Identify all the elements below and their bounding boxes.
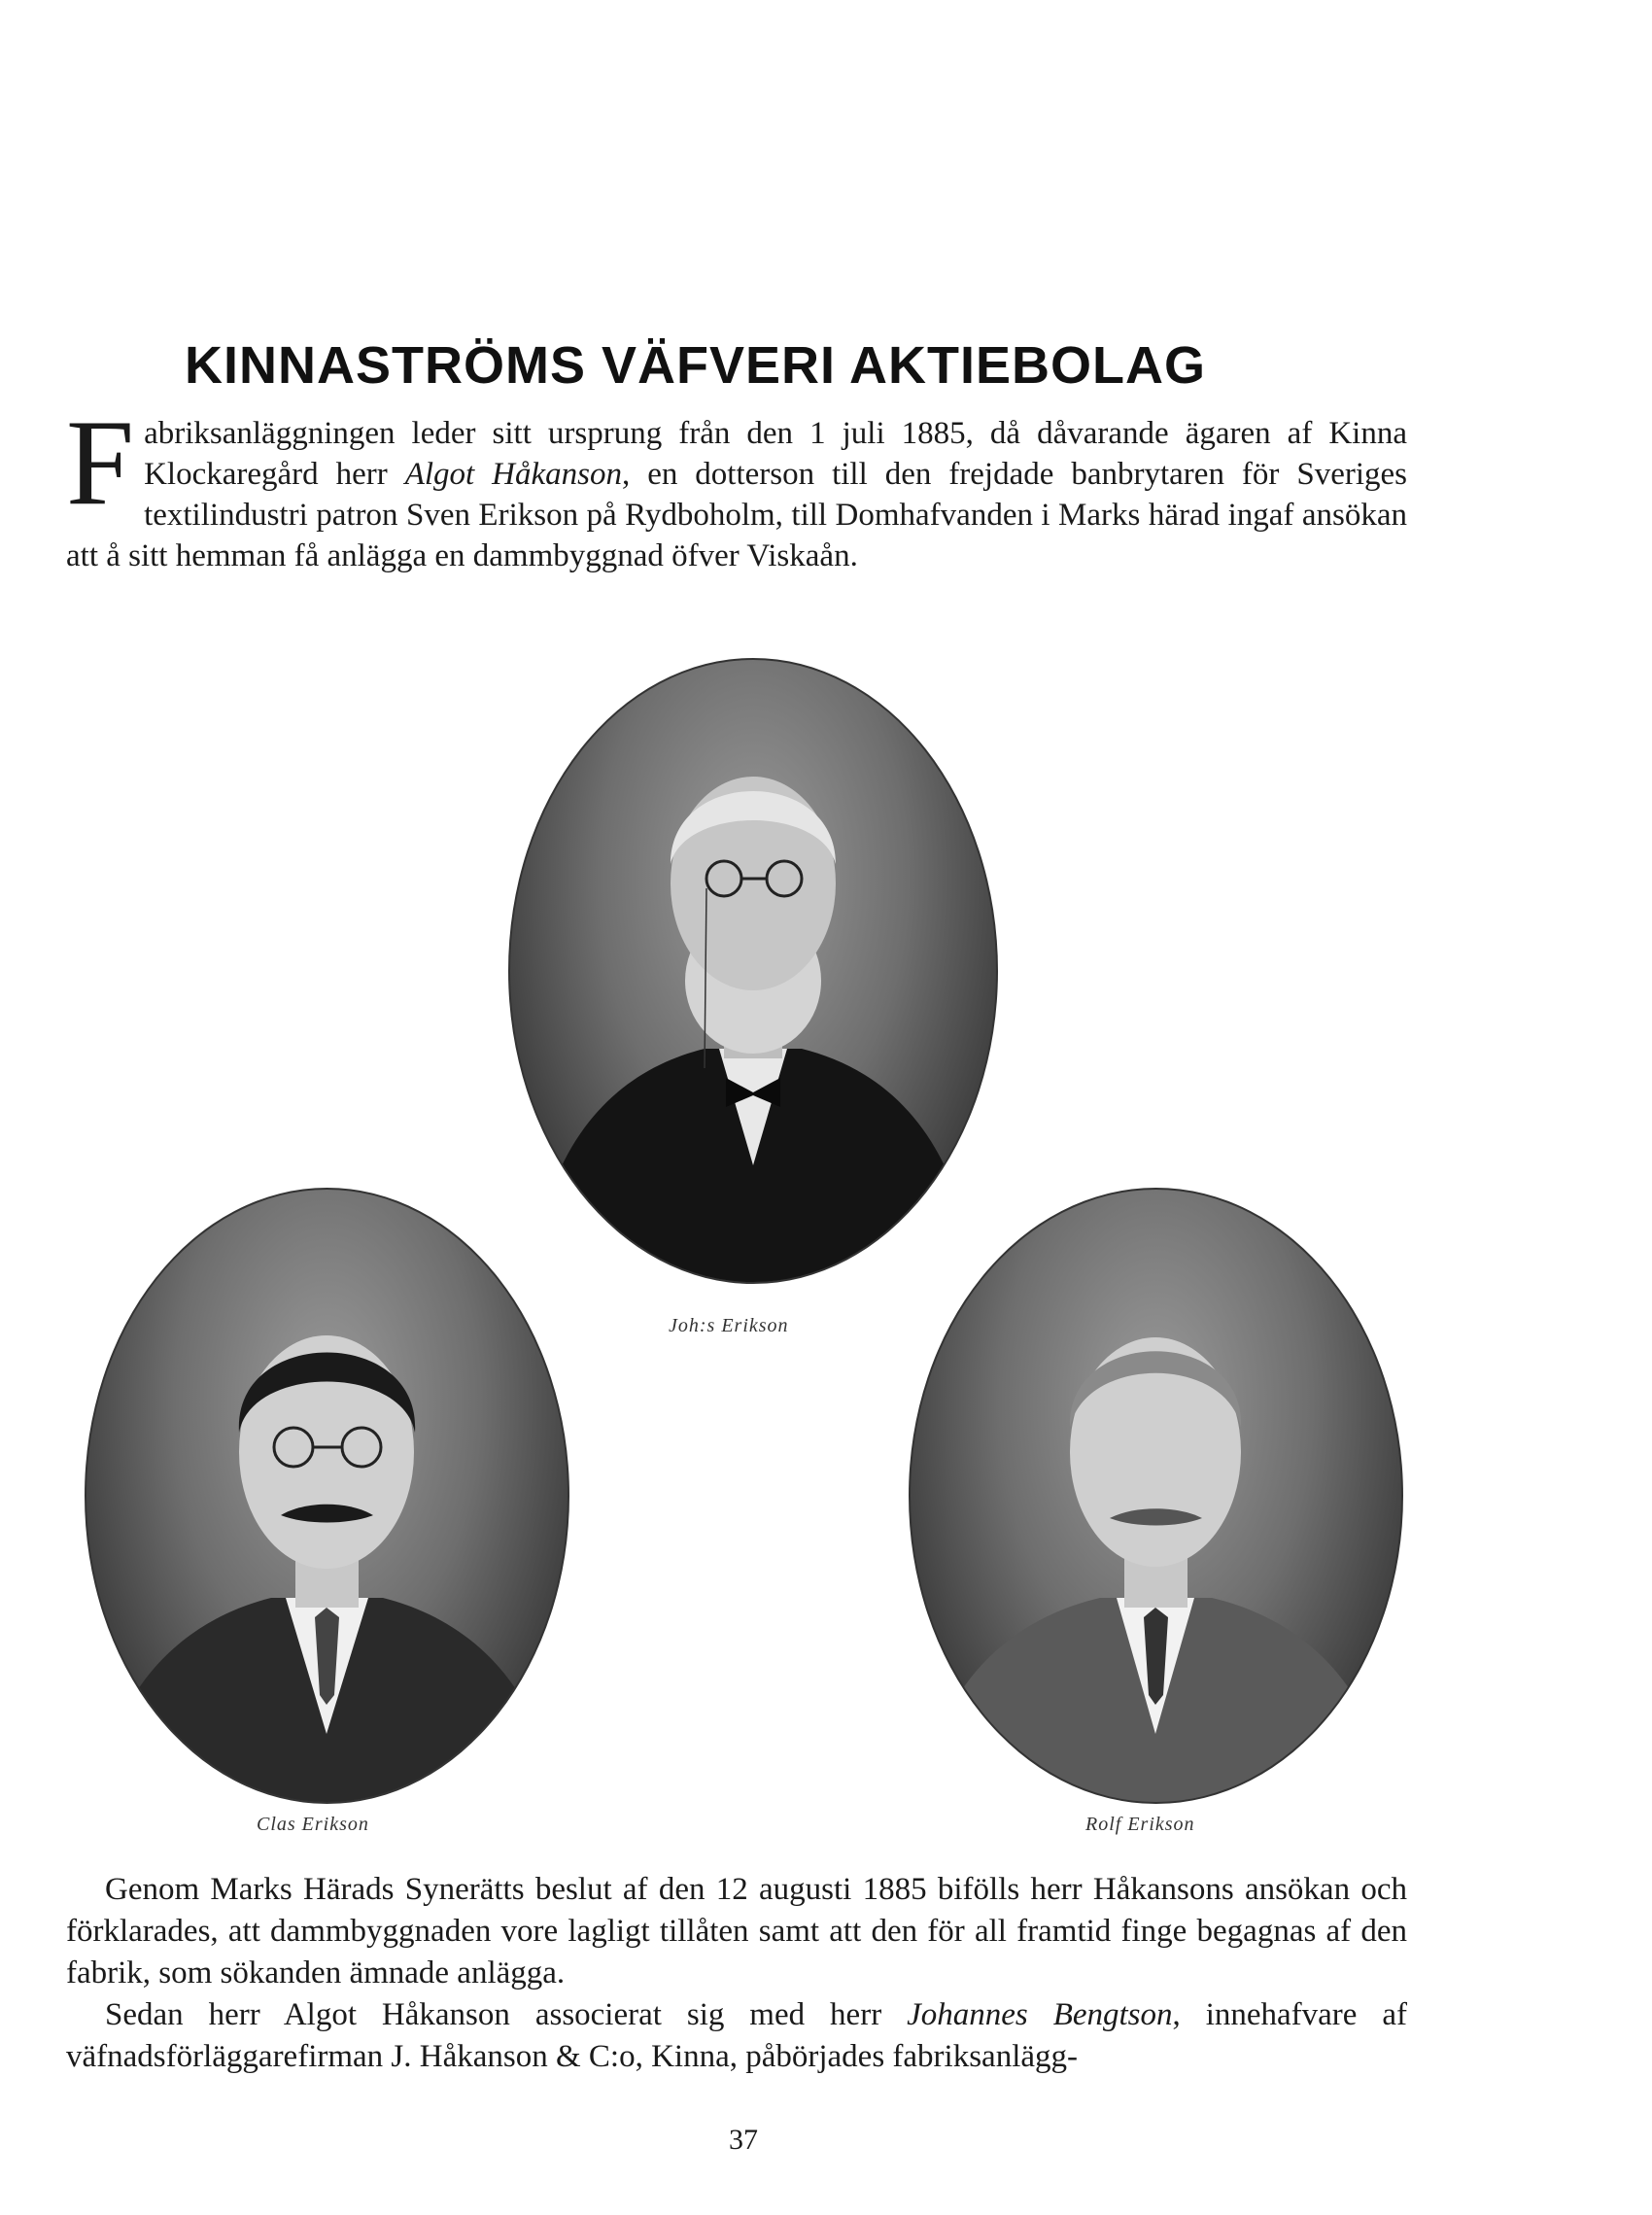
portrait-johs-erikson — [508, 658, 998, 1284]
caption-johs-erikson: Joh:s Erikson — [669, 1315, 789, 1336]
caption-clas-erikson: Clas Erikson — [257, 1814, 369, 1835]
portrait-johs-figure — [510, 660, 996, 1282]
paragraph-3 — [66, 1994, 1407, 2078]
page-number: 37 — [729, 2124, 758, 2156]
drop-cap: F — [66, 396, 135, 531]
paragraph-3-text-1: Sedan herr Algot Håkanson associerat sig med herr — [105, 1997, 908, 2032]
caption-rolf-erikson: Rolf Erikson — [1085, 1814, 1195, 1835]
intro-text-1: abriksanläggningen leder sitt ursprung från den 1 juli 1885, då dåvarande ägaren af Kinna Klockaregård herr — [144, 416, 1407, 492]
paragraph-3-name: Johannes Bengtson — [907, 1997, 1173, 2032]
intro-paragraph — [66, 396, 1407, 576]
paragraph-2: Genom Marks Härads Synerätts beslut af den 12 augusti 1885 bifölls herr Håkansons ansökan och förklarades, att dammbyggnaden vore lagligt tillåten samt att den för all framtid finge begagnas af den fabrik, som sökanden ämnade anlägga. — [66, 1872, 1407, 1990]
portrait-rolf-figure — [911, 1190, 1401, 1802]
paragraph-3-text-2: , innehafvare af väfnadsförläggarefirman J. Håkanson & C:o, Kinna, påbörjades fabriksanlägg- — [66, 1997, 1408, 2074]
portrait-rolf-erikson — [909, 1188, 1403, 1804]
intro-text-2: , en dotterson till den frejdade banbrytaren för Sveriges textilindustri patron Sven Erikson på Rydboholm, till Domhafvanden i Marks härad ingaf ansökan att å sitt hemman få anlägga en dammbyggnad öfver Viskaån. — [66, 457, 1407, 573]
portrait-clas-erikson — [85, 1188, 569, 1804]
portrait-clas-figure — [86, 1190, 568, 1802]
intro-name-algot: Algot Håkanson — [404, 457, 622, 492]
body-text — [66, 1869, 1407, 2078]
page-title: KINNASTRÖMS VÄFVERI AKTIEBOLAG — [185, 336, 1207, 395]
